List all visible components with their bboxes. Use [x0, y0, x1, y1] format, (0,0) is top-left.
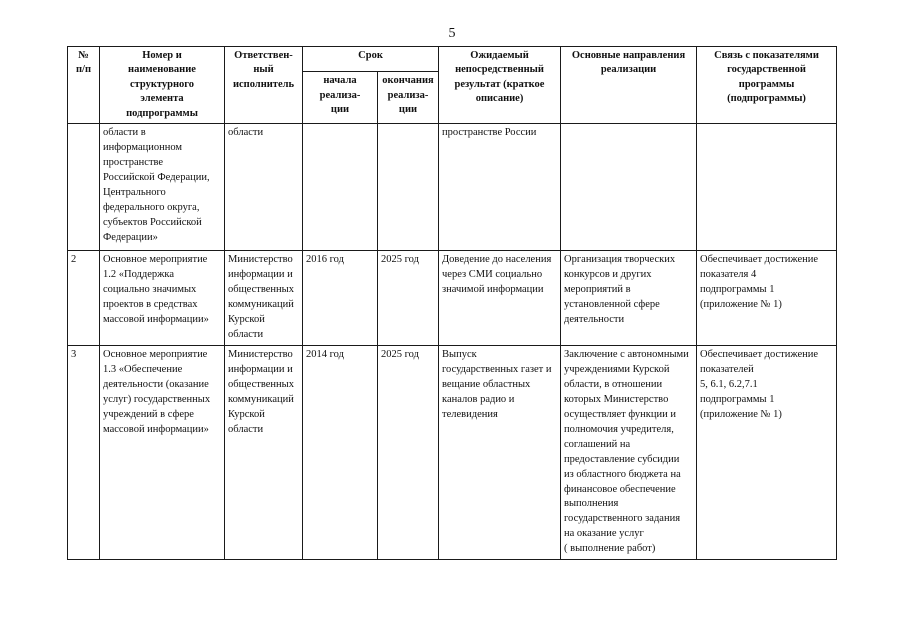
row-num: 2 [68, 251, 100, 346]
row-end: 2025 год [378, 251, 439, 346]
row-link: Обеспечивает достижение показателей 5, 6.1, 6.2,7.1 подпрограммы 1 (приложение № 1) [697, 346, 837, 560]
header-name: Номер и наименование структурного элемента подпрограммы [100, 47, 225, 124]
row-directions: Организация творческих конкурсов и других мероприятий в установленной сфере деятельности [561, 251, 697, 346]
row-result: пространстве России [439, 124, 561, 251]
page-number: 5 [448, 26, 456, 41]
row-executor: Министерство информации и общественных коммуникаций Курской области [225, 346, 303, 560]
row-executor: области [225, 124, 303, 251]
table-row [68, 251, 837, 346]
header-link: Связь с показателями государственной программы (подпрограммы) [697, 47, 837, 124]
header-row [68, 47, 837, 72]
header-term: Срок [303, 47, 439, 72]
header-end: окончания реализа- ции [378, 72, 439, 124]
row-start: 2016 год [303, 251, 378, 346]
row-link: Обеспечивает достижение показателя 4 подпрограммы 1 (приложение № 1) [697, 251, 837, 346]
row-end [378, 124, 439, 251]
row-num [68, 124, 100, 251]
header-executor: Ответствен- ный исполнитель [225, 47, 303, 124]
row-name: Основное мероприятие 1.2 «Поддержка социально значимых проектов в средствах массовой информации» [100, 251, 225, 346]
row-result: Выпуск государственных газет и вещание областных каналов радио и телевидения [439, 346, 561, 560]
row-link [697, 124, 837, 251]
table-row [68, 124, 837, 251]
row-directions [561, 124, 697, 251]
row-end: 2025 год [378, 346, 439, 560]
row-executor: Министерство информации и общественных коммуникаций Курской области [225, 251, 303, 346]
row-directions: Заключение с автономными учреждениями Курской области, в отношении которых Министерство осуществляет функции и полномочия учредителя, соглашений на предоставление субсидии из областного бюджета на финансовое обеспечение выполнения государственного задания на оказание услуг ( выполнение работ) [561, 346, 697, 560]
row-start: 2014 год [303, 346, 378, 560]
row-result: Доведение до населения через СМИ социально значимой информации [439, 251, 561, 346]
row-start [303, 124, 378, 251]
header-start: начала реализа- ции [303, 72, 378, 124]
row-name: Основное мероприятие 1.3 «Обеспечение деятельности (оказание услуг) государственных учреждений в сфере массовой информации» [100, 346, 225, 560]
header-num: № п/п [68, 47, 100, 124]
table-row [68, 346, 837, 560]
program-table [67, 46, 837, 560]
row-num: 3 [68, 346, 100, 560]
row-name: области в информационном пространстве Российской Федерации, Центрального федерального округа, субъектов Российской Федерации» [100, 124, 225, 251]
header-directions: Основные направления реализации [561, 47, 697, 124]
header-result: Ожидаемый непосредственный результат (краткое описание) [439, 47, 561, 124]
